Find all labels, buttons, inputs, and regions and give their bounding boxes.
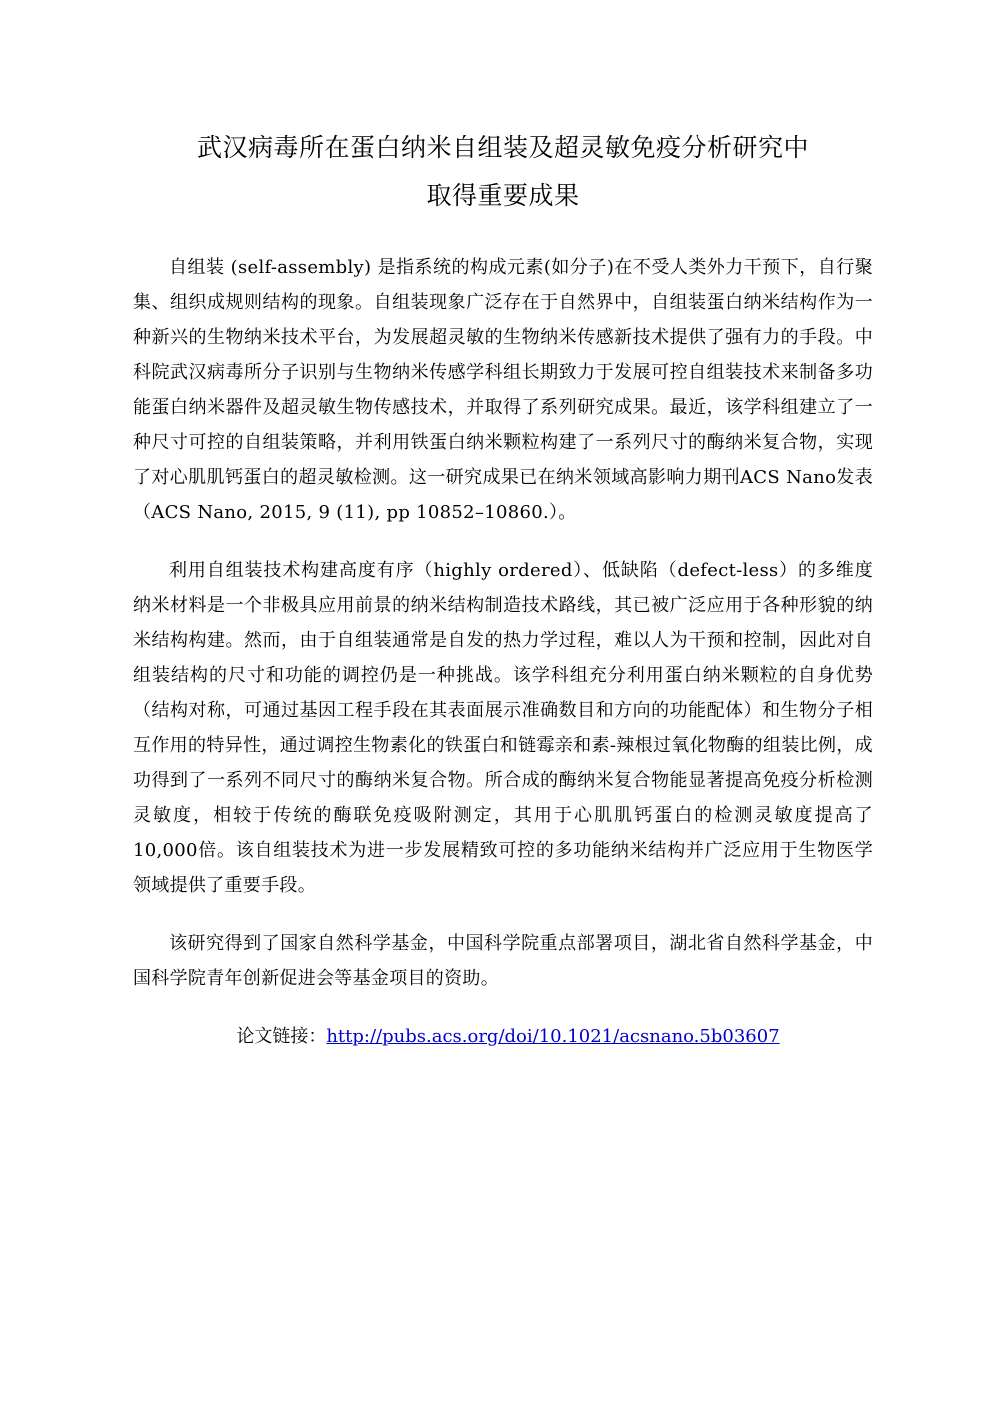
paper-link-label: 论文链接： xyxy=(236,1026,327,1047)
title-line-1: 武汉病毒所在蛋白纳米自组装及超灵敏免疫分析研究中 xyxy=(196,133,809,162)
paragraph-intro: 自组装 (self-assembly) 是指系统的构成元素(如分子)在不受人类外力干预下，自行聚集、组织成规则结构的现象。自组装现象广泛存在于自然界中，自组装蛋白纳米结构作为一种新兴的生物纳米技术平台，为发展超灵敏的生物纳米传感新技术提供了强有力的手段。中科院武汉病毒所分子识别与生物纳米传感学科组长期致力于发展可控自组装技术来制备多功能蛋白纳米器件及超灵敏生物传感技术，并取得了系列研究成果。最近，该学科组建立了一种尺寸可控的自组装策略，并利用铁蛋白纳米颗粒构建了一系列尺寸的酶纳米复合物，实现了对心肌肌钙蛋白的超灵敏检测。这一研究成果已在纳米领域高影响力期刊ACS Nano发表（ACS Nano, 2015, 9 (11), pp 10852–10860.）。 xyxy=(133,257,873,523)
paragraph-method: 利用自组装技术构建高度有序（highly ordered）、低缺陷（defect-less）的多维度纳米材料是一个非极具应用前景的纳米结构制造技术路线，其已被广泛应用于各种形貌的纳米结构构建。然而，由于自组装通常是自发的热力学过程，难以人为干预和控制，因此对自组装结构的尺寸和功能的调控仍是一种挑战。该学科组充分利用蛋白纳米颗粒的自身优势（结构对称，可通过基因工程手段在其表面展示准确数目和方向的功能配体）和生物分子相互作用的特异性，通过调控生物素化的铁蛋白和链霉亲和素-辣根过氧化物酶的组装比例，成功得到了一系列不同尺寸的酶纳米复合物。所合成的酶纳米复合物能显著提高免疫分析检测灵敏度，相较于传统的酶联免疫吸附测定，其用于心肌肌钙蛋白的检测灵敏度提高了10,000倍。该自组装技术为进一步发展精致可控的多功能纳米结构并广泛应用于生物医学领域提供了重要手段。 xyxy=(133,560,873,896)
document-title xyxy=(133,124,873,220)
paragraph-funding: 该研究得到了国家自然科学基金，中国科学院重点部署项目，湖北省自然科学基金，中国科学院青年创新促进会等基金项目的资助。 xyxy=(133,933,873,989)
paper-link-line xyxy=(133,1019,873,1054)
title-line-2: 取得重要成果 xyxy=(426,181,580,210)
paper-link[interactable]: http://pubs.acs.org/doi/10.1021/acsnano.5b03607 xyxy=(326,1026,780,1047)
